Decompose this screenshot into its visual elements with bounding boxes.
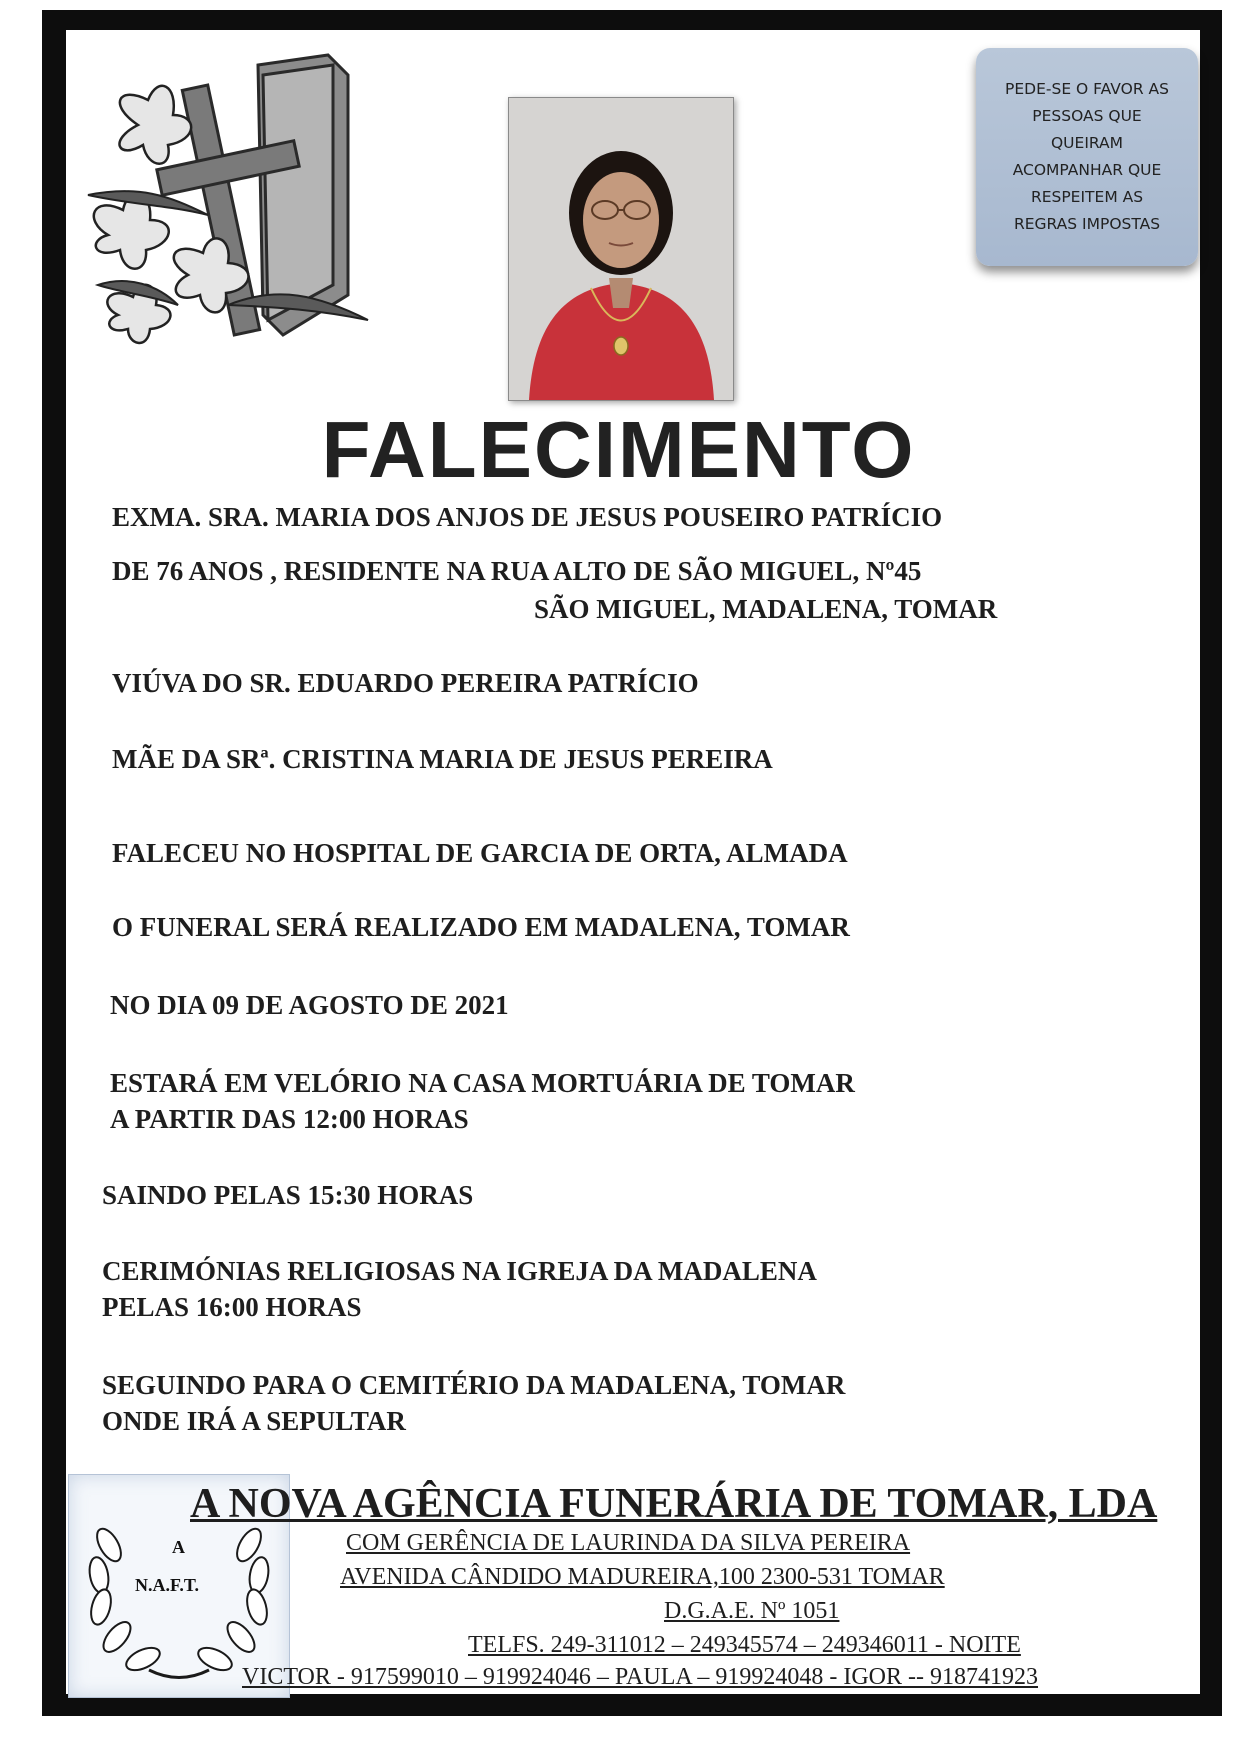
badge-letter: A [172, 1537, 185, 1557]
agency-dgae-number: D.G.A.E. Nº 1051 [664, 1598, 840, 1624]
agency-name: A NOVA AGÊNCIA FUNERÁRIA DE TOMAR, LDA [190, 1481, 1158, 1527]
ceremony-location-line: CERIMÓNIAS RELIGIOSAS NA IGREJA DA MADALENA [102, 1256, 817, 1286]
mother-line: MÃE DA SRª. CRISTINA MARIA DE JESUS PEREIRA [112, 744, 773, 774]
funeral-date-line: NO DIA 09 DE AGOSTO DE 2021 [110, 990, 509, 1020]
badge-initials: N.A.F.T. [135, 1575, 200, 1595]
page-title: FALECIMENTO [321, 405, 916, 494]
portrait-illustration [509, 98, 733, 400]
departure-time-line: SAINDO PELAS 15:30 HORAS [102, 1180, 474, 1210]
widow-line: VIÚVA DO SR. EDUARDO PEREIRA PATRÍCIO [112, 668, 699, 698]
safety-rules-notice-text: PEDE-SE O FAVOR AS PESSOAS QUE QUEIRAM ACOMPANHAR QUE RESPEITEM AS REGRAS IMPOSTAS [1005, 80, 1169, 233]
location-line: SÃO MIGUEL, MADALENA, TOMAR [534, 594, 998, 624]
deceased-name-line: EXMA. SRA. MARIA DOS ANJOS DE JESUS POUSEIRO PATRÍCIO [112, 502, 943, 532]
agency-phones: TELFS. 249-311012 – 249345574 – 249346011 - NOITE [468, 1632, 1021, 1658]
age-residence-line: DE 76 ANOS , RESIDENTE NA RUA ALTO DE SÃO MIGUEL, Nº45 [112, 556, 922, 586]
agency-address: AVENIDA CÂNDIDO MADUREIRA,100 2300-531 TOMAR [340, 1564, 945, 1590]
place-of-death-line: FALECEU NO HOSPITAL DE GARCIA DE ORTA, ALMADA [112, 838, 848, 868]
deceased-portrait-photo [508, 97, 734, 401]
wake-time-line: A PARTIR DAS 12:00 HORAS [110, 1104, 469, 1134]
burial-location-line: SEGUINDO PARA O CEMITÉRIO DA MADALENA, TOMAR [102, 1370, 846, 1400]
wake-location-line: ESTARÁ EM VELÓRIO NA CASA MORTUÁRIA DE TOMAR [110, 1068, 855, 1098]
safety-rules-notice-box [976, 48, 1198, 266]
agency-night-contacts: VICTOR - 917599010 – 919924046 – PAULA – 919924048 - IGOR -- 918741923 [242, 1664, 1039, 1690]
ceremony-time-line: PELAS 16:00 HORAS [102, 1292, 362, 1322]
funeral-location-line: O FUNERAL SERÁ REALIZADO EM MADALENA, TOMAR [112, 912, 850, 942]
agency-management: COM GERÊNCIA DE LAURINDA DA SILVA PEREIRA [346, 1530, 911, 1556]
cross-and-lilies-illustration [78, 45, 378, 375]
burial-note-line: ONDE IRÁ A SEPULTAR [102, 1406, 406, 1436]
